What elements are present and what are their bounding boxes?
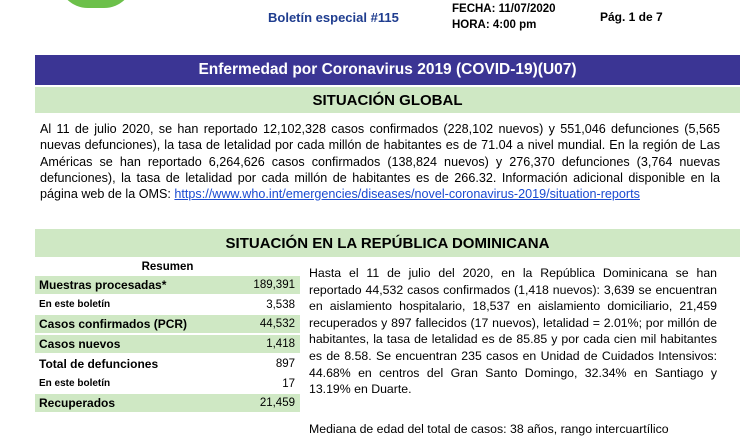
resumen-table bbox=[35, 276, 300, 414]
date-text: FECHA: 11/07/2020 bbox=[452, 3, 556, 15]
row-label: Muestras procesadas* bbox=[39, 278, 167, 292]
row-label: En este boletín bbox=[39, 299, 111, 310]
bulletin-number: Boletín especial #115 bbox=[268, 10, 399, 25]
row-label: En este boletín bbox=[39, 378, 111, 389]
global-heading: SITUACIÓN GLOBAL bbox=[35, 87, 740, 113]
table-row bbox=[35, 355, 300, 373]
table-row bbox=[35, 276, 300, 294]
row-label: Casos nuevos bbox=[39, 337, 121, 351]
time-text: HORA: 4:00 pm bbox=[452, 19, 537, 31]
table-row bbox=[35, 375, 300, 392]
row-label: Casos confirmados (PCR) bbox=[39, 317, 188, 331]
rd-paragraph-2: Mediana de edad del total de casos: 38 años, rango intercuartílico bbox=[309, 422, 669, 436]
resumen-title: Resumen bbox=[141, 261, 194, 273]
row-value: 3,538 bbox=[266, 298, 295, 311]
row-value: 21,459 bbox=[259, 397, 295, 409]
global-paragraph bbox=[40, 121, 720, 202]
global-paragraph-text: Al 11 de julio 2020, se han reportado 12,102,328 casos confirmados (228,102 nuevos) y 551,046 defunciones (5,565 nuevas defunciones), la tasa de letalidad por cada millón de habitantes es de 71.04 a nivel mundial. En la región de Las Américas se han reportado 6,264,626 casos confirmados (138,824 nuevos) y 276,370 defunciones (3,764 nuevas defunciones), la tasa de letalidad por cada millón de habitantes es de 266.32. Información adicional disponible en la página web de la OMS: bbox=[40, 122, 720, 202]
document-title: Enfermedad por Coronavirus 2019 (COVID-19)(U07) bbox=[35, 55, 740, 85]
date-time-block bbox=[452, 1, 556, 33]
page-number: Pág. 1 de 7 bbox=[600, 10, 663, 24]
row-value: 1,418 bbox=[266, 338, 295, 350]
oms-link[interactable]: https://www.who.int/emergencies/diseases/novel-coronavirus-2019/situation-reports bbox=[174, 187, 640, 202]
row-label: Total de defunciones bbox=[39, 357, 159, 371]
row-value: 897 bbox=[275, 358, 295, 370]
logo bbox=[58, 0, 134, 8]
table-row bbox=[35, 296, 300, 313]
table-row bbox=[35, 335, 300, 353]
row-value: 17 bbox=[282, 377, 295, 390]
table-row bbox=[35, 315, 300, 333]
table-row bbox=[35, 394, 300, 412]
rd-paragraph: Hasta el 11 de julio del 2020, en la República Dominicana se han reportado 44,532 casos confirmados (1,418 nuevos): 3,639 se encuentran en aislamiento hospitalario, 18,537 en aislamiento domiciliario, 21,459 recuperados y 897 fallecidos (17 nuevos), letalidad = 2.01%; por millón de habitantes, la tasa de letalidad es de 85.85 y por cada cien mil habitantes es de 8.58. Se encuentran 235 casos en Unidad de Cuidados Intensivos: 44.68% en centros del Gran Santo Domingo, 32.34% en Santiago y 13.19% en Duarte. bbox=[309, 266, 717, 397]
rd-heading: SITUACIÓN EN LA REPÚBLICA DOMINICANA bbox=[35, 229, 740, 257]
row-label: Recuperados bbox=[39, 396, 116, 410]
row-value: 189,391 bbox=[253, 279, 295, 291]
row-value: 44,532 bbox=[259, 318, 295, 330]
